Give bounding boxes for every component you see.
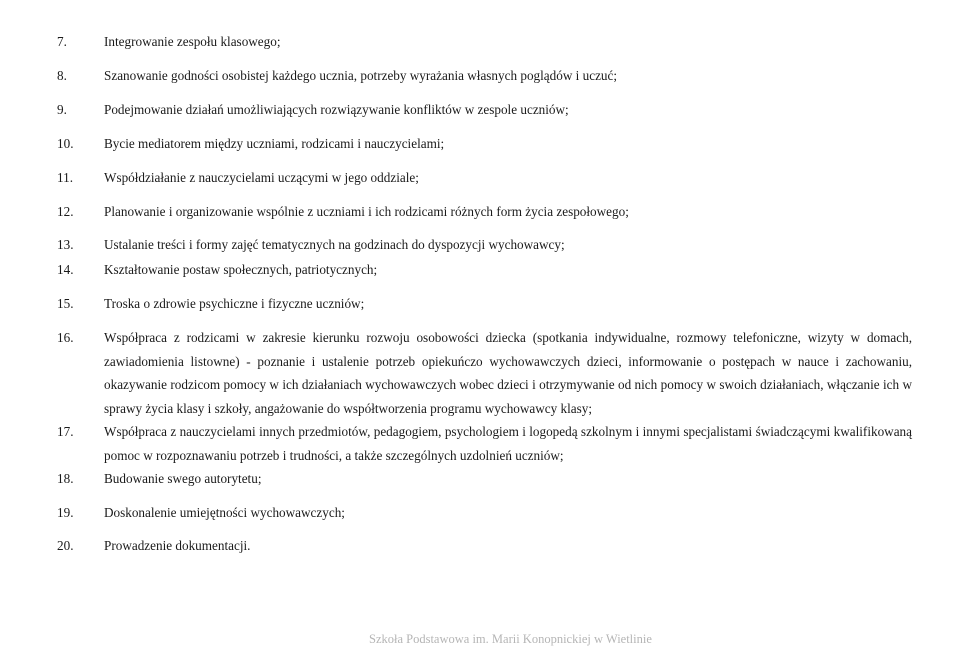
item-text: Troska o zdrowie psychiczne i fizyczne uczniów; (104, 296, 365, 312)
item-number: 20. (57, 538, 74, 553)
item-number: 13. (57, 237, 74, 252)
item-number: 8. (57, 68, 67, 83)
item-number: 12. (57, 204, 74, 219)
item-number: 9. (57, 102, 67, 117)
item-text: Budowanie swego autorytetu; (104, 471, 262, 487)
footer-school-name: Szkoła Podstawowa im. Marii Konopnickiej w Wietlinie (369, 632, 652, 646)
item-number: 7. (57, 34, 67, 49)
item-text: Kształtowanie postaw społecznych, patriotycznych; (104, 262, 378, 278)
item-number: 11. (57, 170, 73, 185)
item-text: Bycie mediatorem między uczniami, rodzicami i nauczycielami; (104, 136, 445, 152)
item-number: 14. (57, 262, 74, 277)
item-text: Współpraca z rodzicami w zakresie kierunku rozwoju osobowości dziecka (spotkania indywidualne, rozmowy telefoniczne, wizyty w domach, zawiadomienia listowne) - poznanie i ustalenie potrzeb opiekuńczo wychowawczych dzieci, informowanie o postępach w nauce i zachowaniu, okazywanie rodzicom pomocy w ich działaniach wychowawczych wobec dzieci i otrzymywanie od nich pomocy w swoich działaniach, włączanie ich w sprawy życia klasy i szkoły, angażowanie do współtworzenia programu wychowawcy klasy; (104, 330, 912, 416)
item-number: 17. (57, 424, 74, 439)
item-text: Prowadzenie dokumentacji. (104, 538, 251, 554)
item-text: Współpraca z nauczycielami innych przedmiotów, pedagogiem, psychologiem i logopedą szkolnym i innymi specjalistami świadczącymi kwalifikowaną pomoc w rozpoznawaniu potrzeb i trudności, a także szczególnych uzdolnień uczniów; (104, 424, 912, 463)
item-number: 10. (57, 136, 74, 151)
item-number: 16. (57, 330, 74, 345)
item-text: Integrowanie zespołu klasowego; (104, 34, 281, 50)
item-number: 19. (57, 505, 74, 520)
item-text: Szanowanie godności osobistej każdego ucznia, potrzeby wyrażania własnych poglądów i uczuć; (104, 68, 618, 84)
item-number: 18. (57, 471, 74, 486)
item-text: Planowanie i organizowanie wspólnie z uczniami i ich rodzicami różnych form życia zespołowego; (104, 204, 629, 220)
item-text: Ustalanie treści i formy zajęć tematycznych na godzinach do dyspozycji wychowawcy; (104, 237, 565, 253)
item-text: Współdziałanie z nauczycielami uczącymi w jego oddziale; (104, 170, 419, 186)
item-text: Doskonalenie umiejętności wychowawczych; (104, 505, 345, 521)
item-number: 15. (57, 296, 74, 311)
item-text: Podejmowanie działań umożliwiających rozwiązywanie konfliktów w zespole uczniów; (104, 102, 569, 118)
